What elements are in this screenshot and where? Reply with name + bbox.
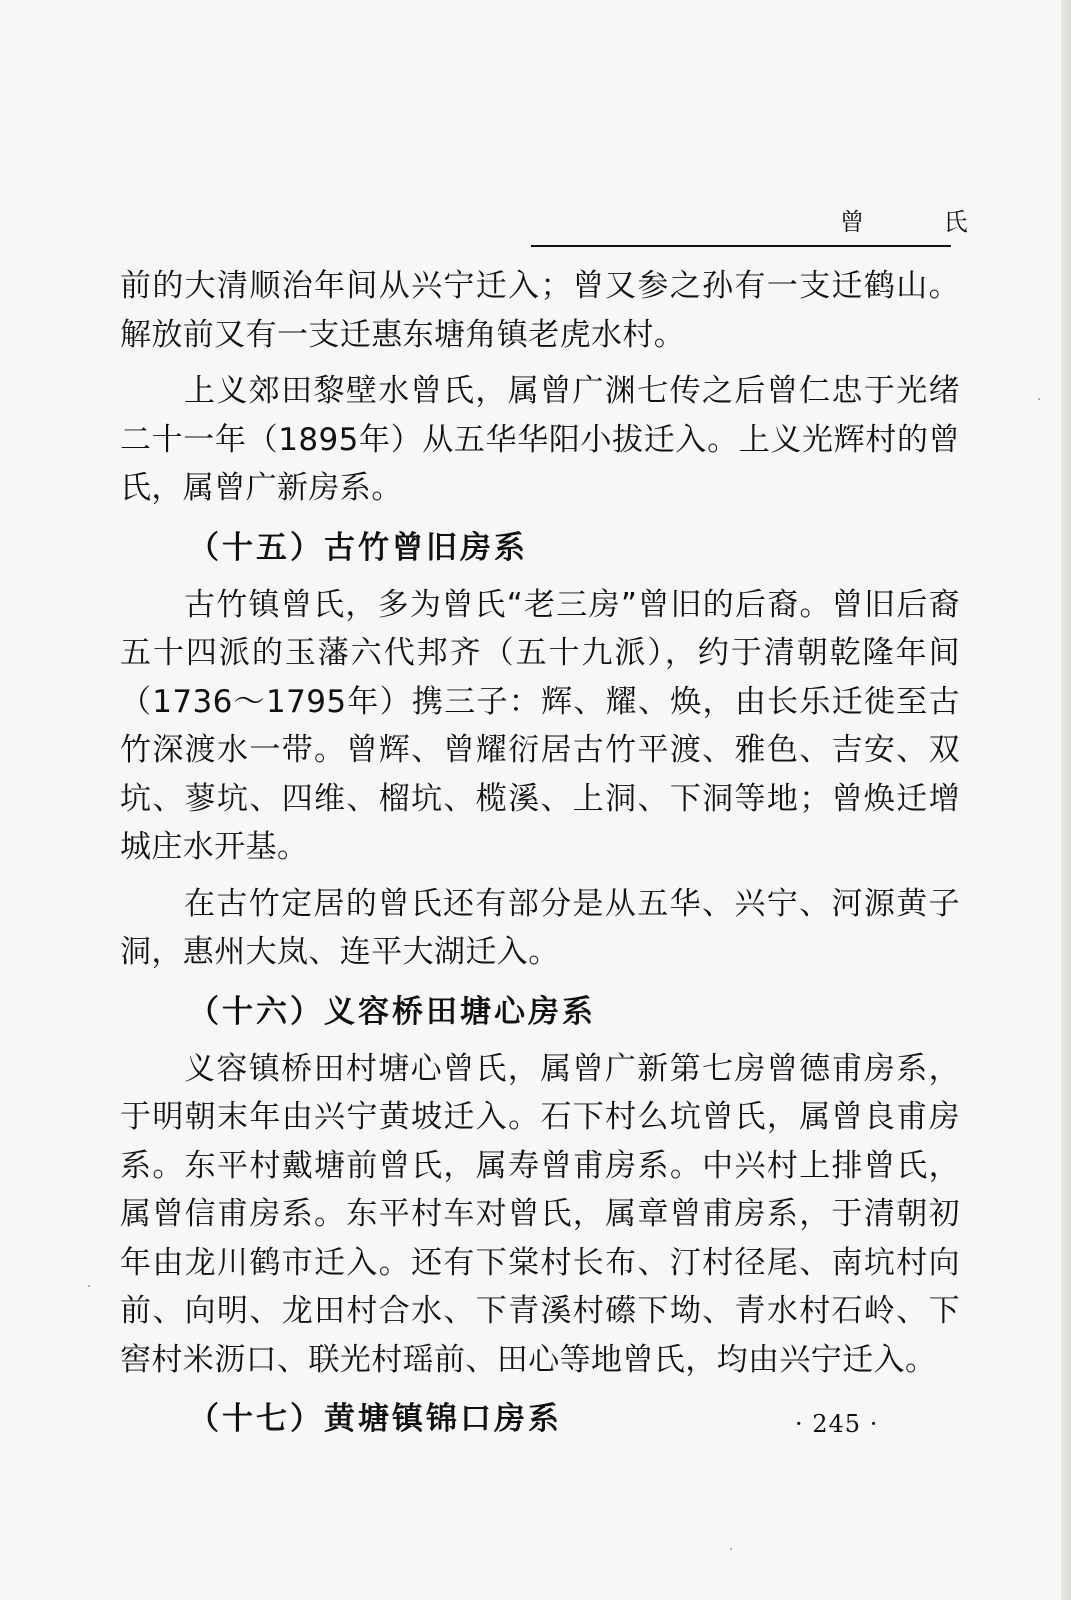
heading-gap <box>120 513 960 523</box>
paragraph-shangyi-zeng: 上义郊田黎壁水曾氏，属曾广渊七传之后曾仁忠于光绪二十一年（1895年）从五华华阳小拔迁入。上义光辉村的曾氏，属曾广新房系。 <box>120 373 960 506</box>
section-heading-15: （十五）古竹曾旧房系 <box>188 529 528 566</box>
paragraph-gap <box>120 573 960 581</box>
scan-speck <box>1038 398 1040 400</box>
paragraph-gap <box>120 872 960 880</box>
header-rule <box>531 245 951 247</box>
paragraph-guzhu-zeng: 古竹镇曾氏，多为曾氏“老三房”曾旧的后裔。曾旧后裔五十四派的玉藩六代邦齐（五十九派），约于清朝乾隆年间（1736～1795年）携三子：辉、耀、焕，由长乐迁徙至古竹深渡水一带。曾辉、曾耀衍居古竹平渡、雅色、吉安、双坑、蓼坑、四维、榴坑、榄溪、上洞、下洞等地；曾焕迁增城庄水开基。 <box>120 586 960 865</box>
section-heading-17: （十七）黄塘镇锦口房系 <box>188 1401 562 1437</box>
page-body <box>120 262 960 1444</box>
paragraph-continuation: 前的大清顺治年间从兴宁迁入；曾又参之孙有一支迁鹤山。解放前又有一支迁惠东塘角镇老虎水村。 <box>120 268 960 353</box>
paragraph-gap <box>120 359 960 367</box>
page-edge-shadow <box>1061 0 1071 1600</box>
scan-speck <box>730 1548 732 1550</box>
heading-gap <box>120 977 960 987</box>
paragraph-guzhu-migration: 在古竹定居的曾氏还有部分是从五华、兴宁、河源黄子洞，惠州大岚、连平大湖迁入。 <box>120 885 960 970</box>
section-heading-16: （十六）义容桥田塘心房系 <box>188 993 596 1030</box>
paragraph-gap <box>120 1037 960 1045</box>
heading-gap <box>120 1384 960 1394</box>
page-number: · 245 · <box>795 1410 879 1438</box>
running-header: 曾 氏 <box>840 208 1004 236</box>
scan-speck <box>88 1285 90 1287</box>
paragraph-yirong-zeng: 义容镇桥田村塘心曾氏，属曾广新第七房曾德甫房系，于明朝末年由兴宁黄坡迁入。石下村么坑曾氏，属曾良甫房系。东平村戴塘前曾氏，属寿曾甫房系。中兴村上排曾氏，属曾信甫房系。东平村车对曾氏，属章曾甫房系，于清朝初年由龙川鹤市迁入。还有下棠村长布、汀村径尾、南坑村向前、向明、龙田村合水、下青溪村礤下坳、青水村石岭、下窖村米沥口、联光村瑶前、田心等地曾氏，均由兴宁迁入。 <box>120 1050 960 1378</box>
